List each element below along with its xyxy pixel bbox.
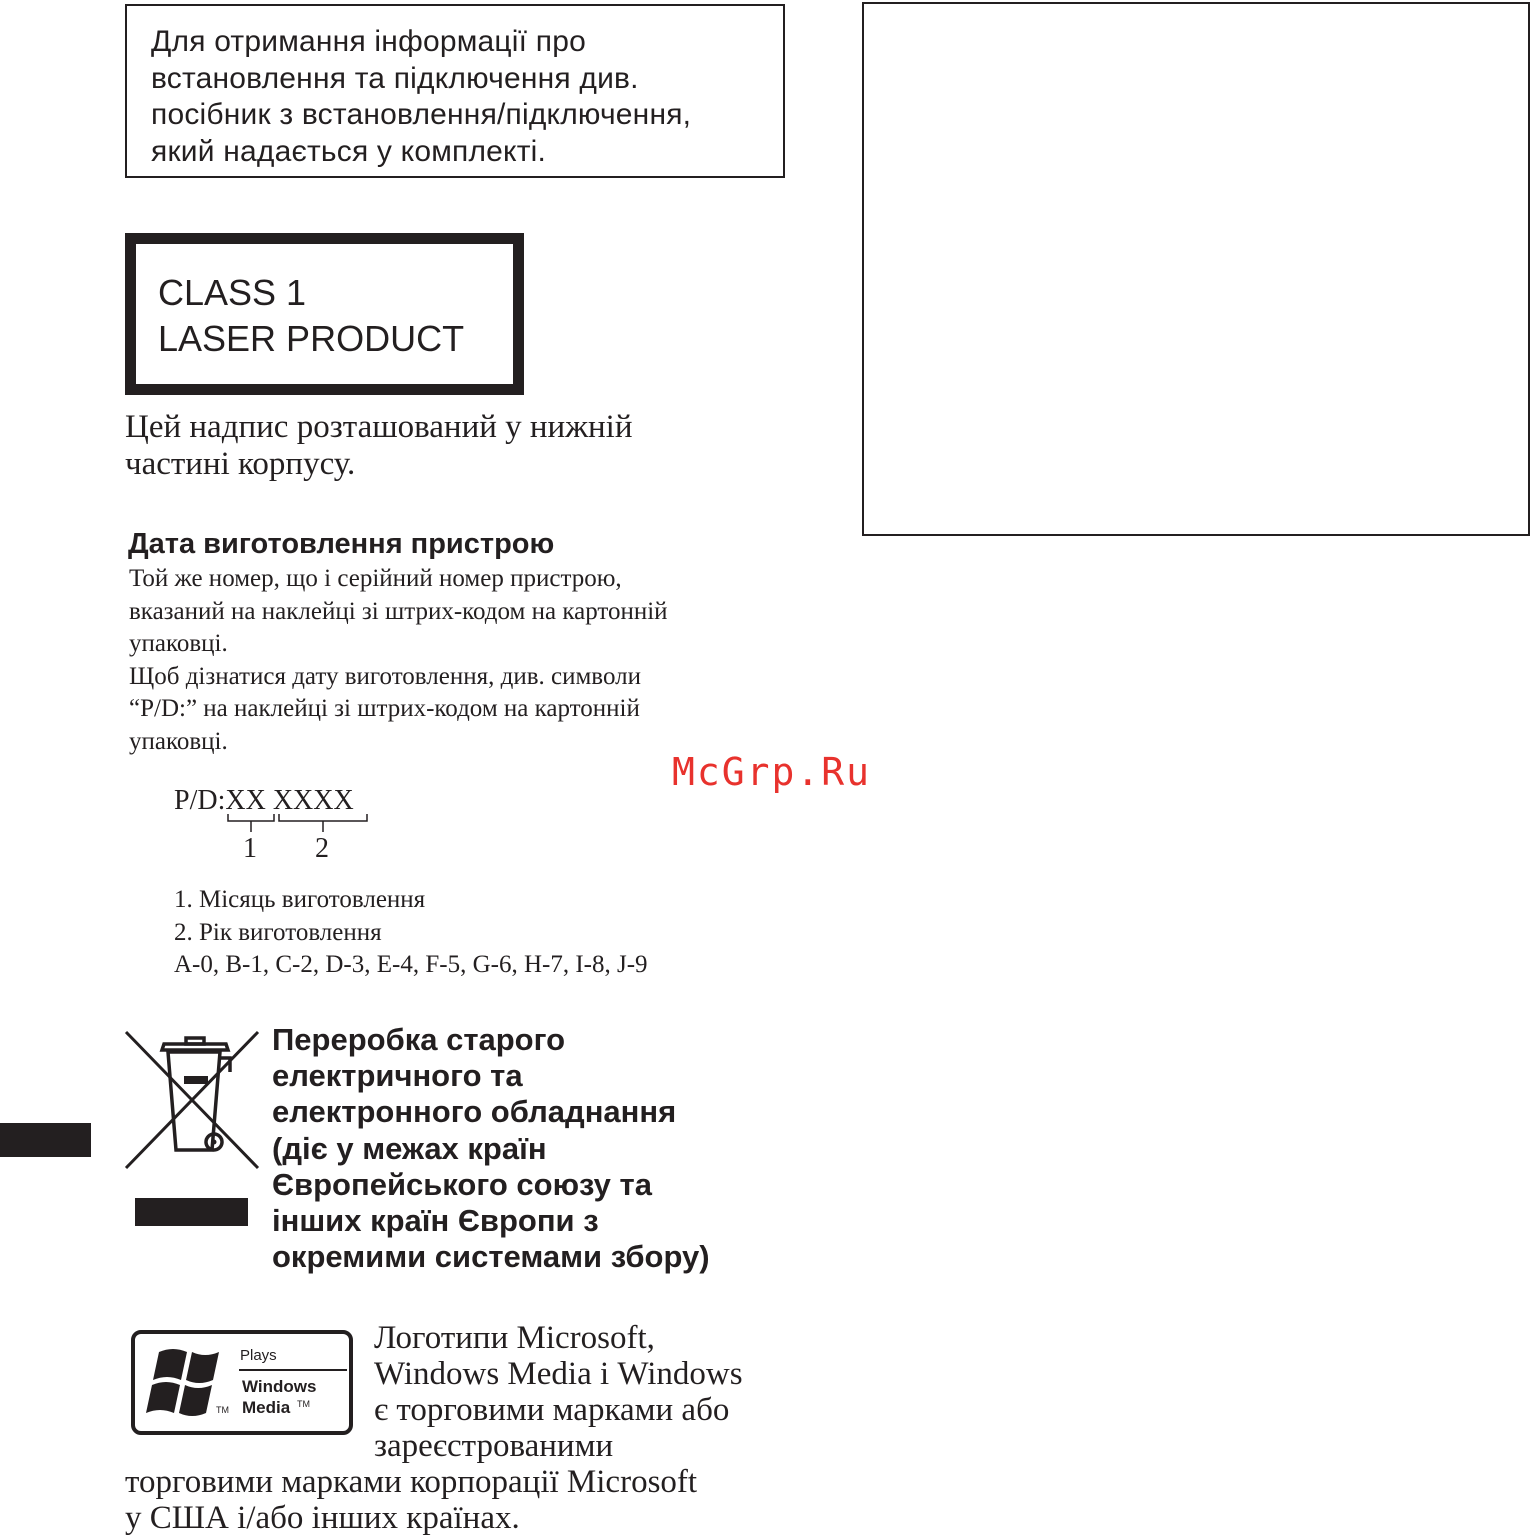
trademark-line: торговими марками корпорації Microsoft: [125, 1464, 698, 1500]
logo-media-text: Media: [242, 1398, 291, 1417]
weee-line: інших країн Європи з: [272, 1203, 599, 1239]
logo-tm-mark: TM: [216, 1405, 229, 1415]
trademark-line: зареєстрованими: [374, 1428, 614, 1464]
trademark-line: Windows Media і Windows: [374, 1356, 743, 1392]
body-line: упаковці.: [129, 630, 228, 657]
year-bracket: [279, 814, 367, 832]
laser-label-note: [125, 409, 633, 482]
pd-prefix: P/D:: [174, 785, 226, 816]
legend-line: 2. Рік виготовлення: [174, 918, 382, 946]
body-line: упаковці.: [129, 727, 228, 755]
pd-legend: [174, 884, 648, 982]
weee-heading: [272, 1022, 710, 1275]
trademark-line: у США і/або інших країнах.: [125, 1500, 520, 1536]
side-tab-marker: [0, 1123, 91, 1157]
info-line: посібник з встановлення/підключення,: [151, 98, 692, 131]
info-line: Для отримання інформації про: [151, 25, 586, 58]
manufacture-date-heading: Дата виготовлення пристрою: [128, 528, 555, 560]
body-line: Той же номер, що і серійний номер пристрою,: [129, 565, 622, 592]
crossed-out-wheelie-bin-icon: [124, 1030, 260, 1170]
weee-line: окремими системами збору): [272, 1239, 710, 1275]
weee-solid-bar: [135, 1198, 248, 1226]
trademark-notice-cont: [125, 1464, 697, 1536]
trademark-line: є торговими марками або: [374, 1392, 730, 1428]
pd-month-code: XX: [225, 785, 266, 816]
weee-line: (діє у межах країн: [272, 1130, 547, 1166]
trademark-line: Логотипи Microsoft,: [374, 1320, 655, 1356]
weee-line: електричного та: [272, 1058, 523, 1094]
manufacture-date-body: [129, 563, 668, 758]
month-bracket: [228, 814, 274, 832]
pd-year-code: XXXX: [272, 785, 354, 816]
body-line: вказаний на наклейці зі штрих-кодом на картонній: [129, 597, 668, 625]
logo-windows-text: Windows: [242, 1377, 317, 1396]
trademark-notice: [374, 1320, 743, 1464]
laser-class-label: [125, 233, 524, 395]
note-line: Цей надпис розташований у нижній: [125, 409, 633, 445]
weee-line: електронного обладнання: [272, 1094, 677, 1130]
installation-info-box: [125, 4, 785, 178]
laser-class: CLASS 1: [158, 272, 307, 313]
callout-1: 1: [243, 833, 257, 864]
info-line: який надається у комплекті.: [151, 134, 547, 168]
weee-line: Переробка старого: [272, 1022, 566, 1057]
body-line: Щоб дізнатися дату виготовлення, див. символи: [129, 662, 641, 690]
callout-2: 2: [315, 833, 329, 864]
note-line: частині корпусу.: [125, 445, 356, 482]
logo-plays-text: Plays: [240, 1347, 277, 1364]
body-line: “P/D:” на наклейці зі штрих-кодом на картонній: [129, 695, 640, 722]
weee-line: Європейського союзу та: [272, 1166, 652, 1202]
info-line: встановлення та підключення див.: [151, 61, 639, 95]
legend-line: A-0, B-1, C-2, D-3, E-4, F-5, G-6, H-7, I-8, J-9: [174, 951, 648, 978]
legend-line: 1. Місяць виготовлення: [174, 886, 426, 913]
installation-info-text: [151, 24, 691, 170]
blank-frame: [862, 2, 1530, 536]
logo-tm-mark: TM: [297, 1399, 310, 1409]
windows-flag-icon: [146, 1349, 219, 1416]
watermark: McGrp.Ru: [672, 750, 872, 794]
laser-product: LASER PRODUCT: [158, 318, 465, 359]
